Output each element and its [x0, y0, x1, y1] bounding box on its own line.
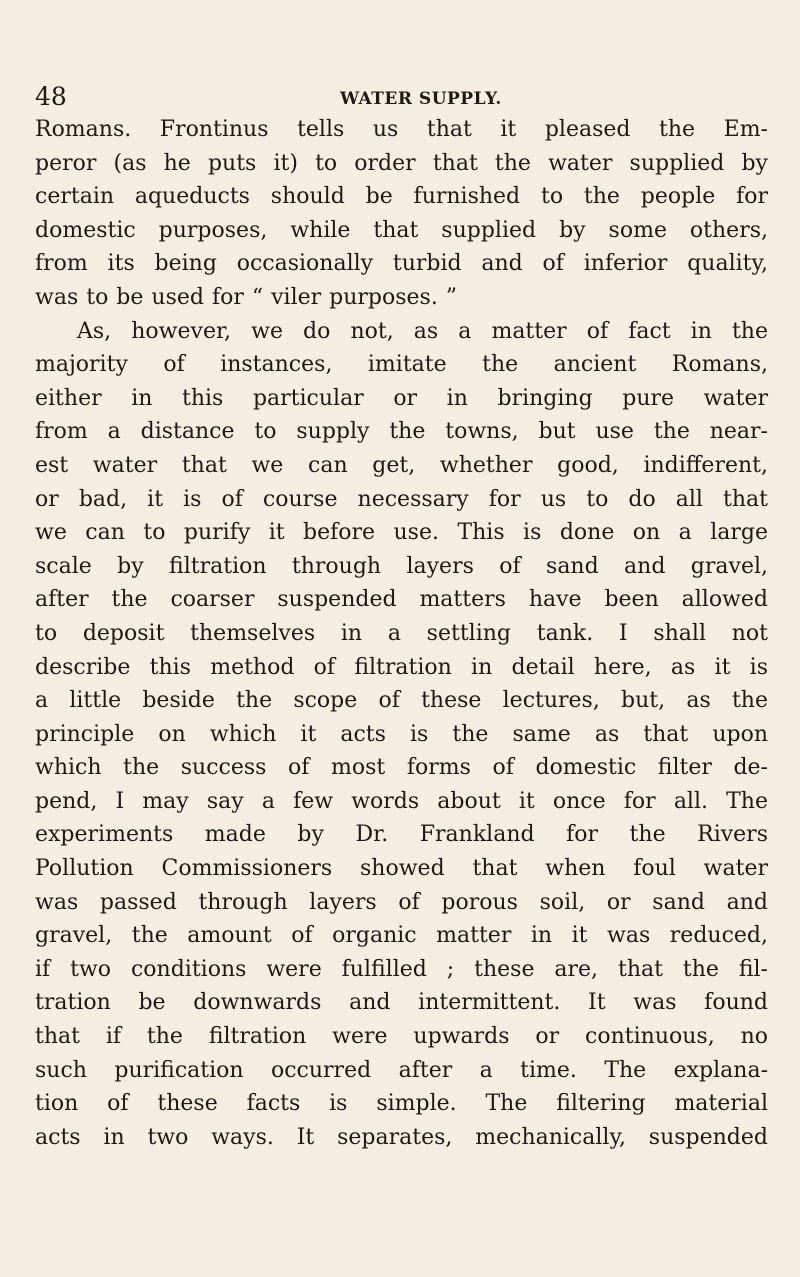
text-line: a little beside the scope of these lectures, but, as the	[35, 688, 768, 714]
page-number: 48	[35, 82, 67, 111]
text-line: either in this particular or in bringing pure water	[35, 385, 768, 411]
text-line: was to be used for “ viler purposes. ”	[35, 284, 458, 310]
text-line: acts in two ways. It separates, mechanically, suspended	[35, 1124, 768, 1150]
text-line: to deposit themselves in a settling tank. I shall not	[35, 620, 768, 646]
text-line: principle on which it acts is the same as that upon	[35, 721, 768, 747]
text-line: or bad, it is of course necessary for us to do all that	[35, 486, 768, 512]
text-line: tration be downwards and intermittent. It was found	[35, 990, 768, 1016]
text-line: that if the filtration were upwards or continuous, no	[35, 1024, 768, 1050]
text-line: peror (as he puts it) to order that the water supplied by	[35, 150, 768, 176]
text-line: domestic purposes, while that supplied by some others,	[35, 217, 768, 243]
text-line: tion of these facts is simple. The filtering material	[35, 1091, 768, 1117]
text-line: scale by filtration through layers of sand and gravel,	[35, 553, 768, 579]
text-line: if two conditions were fulfilled ; these are, that the fil-	[35, 956, 768, 982]
text-line: est water that we can get, whether good, indifferent,	[35, 452, 768, 478]
text-line: certain aqueducts should be furnished to the people for	[35, 184, 768, 210]
paragraph-start-line: As, however, we do not, as a matter of fact in the	[77, 318, 768, 344]
text-line: from its being occasionally turbid and of inferior quality,	[35, 251, 768, 277]
text-line: pend, I may say a few words about it once for all. The	[35, 788, 768, 814]
text-line: such purification occurred after a time. The explana-	[35, 1057, 768, 1083]
text-line: after the coarser suspended matters have been allowed	[35, 587, 768, 613]
text-line: Pollution Commissioners showed that when foul water	[35, 856, 768, 882]
text-line: from a distance to supply the towns, but use the near-	[35, 419, 768, 445]
text-line: we can to purify it before use. This is done on a large	[35, 520, 768, 546]
text-line: describe this method of filtration in detail here, as it is	[35, 654, 768, 680]
text-line: Romans. Frontinus tells us that it pleased the Em-	[35, 117, 768, 142]
running-head: WATER SUPPLY.	[340, 89, 502, 109]
page-header	[35, 84, 768, 110]
text-line: experiments made by Dr. Frankland for the Rivers	[35, 822, 768, 848]
body-text	[35, 113, 768, 1154]
text-line: gravel, the amount of organic matter in it was reduced,	[35, 923, 768, 949]
text-line: was passed through layers of porous soil, or sand and	[35, 889, 768, 915]
text-line: majority of instances, imitate the ancient Romans,	[35, 352, 768, 378]
text-line: which the success of most forms of domestic filter de-	[35, 755, 768, 781]
